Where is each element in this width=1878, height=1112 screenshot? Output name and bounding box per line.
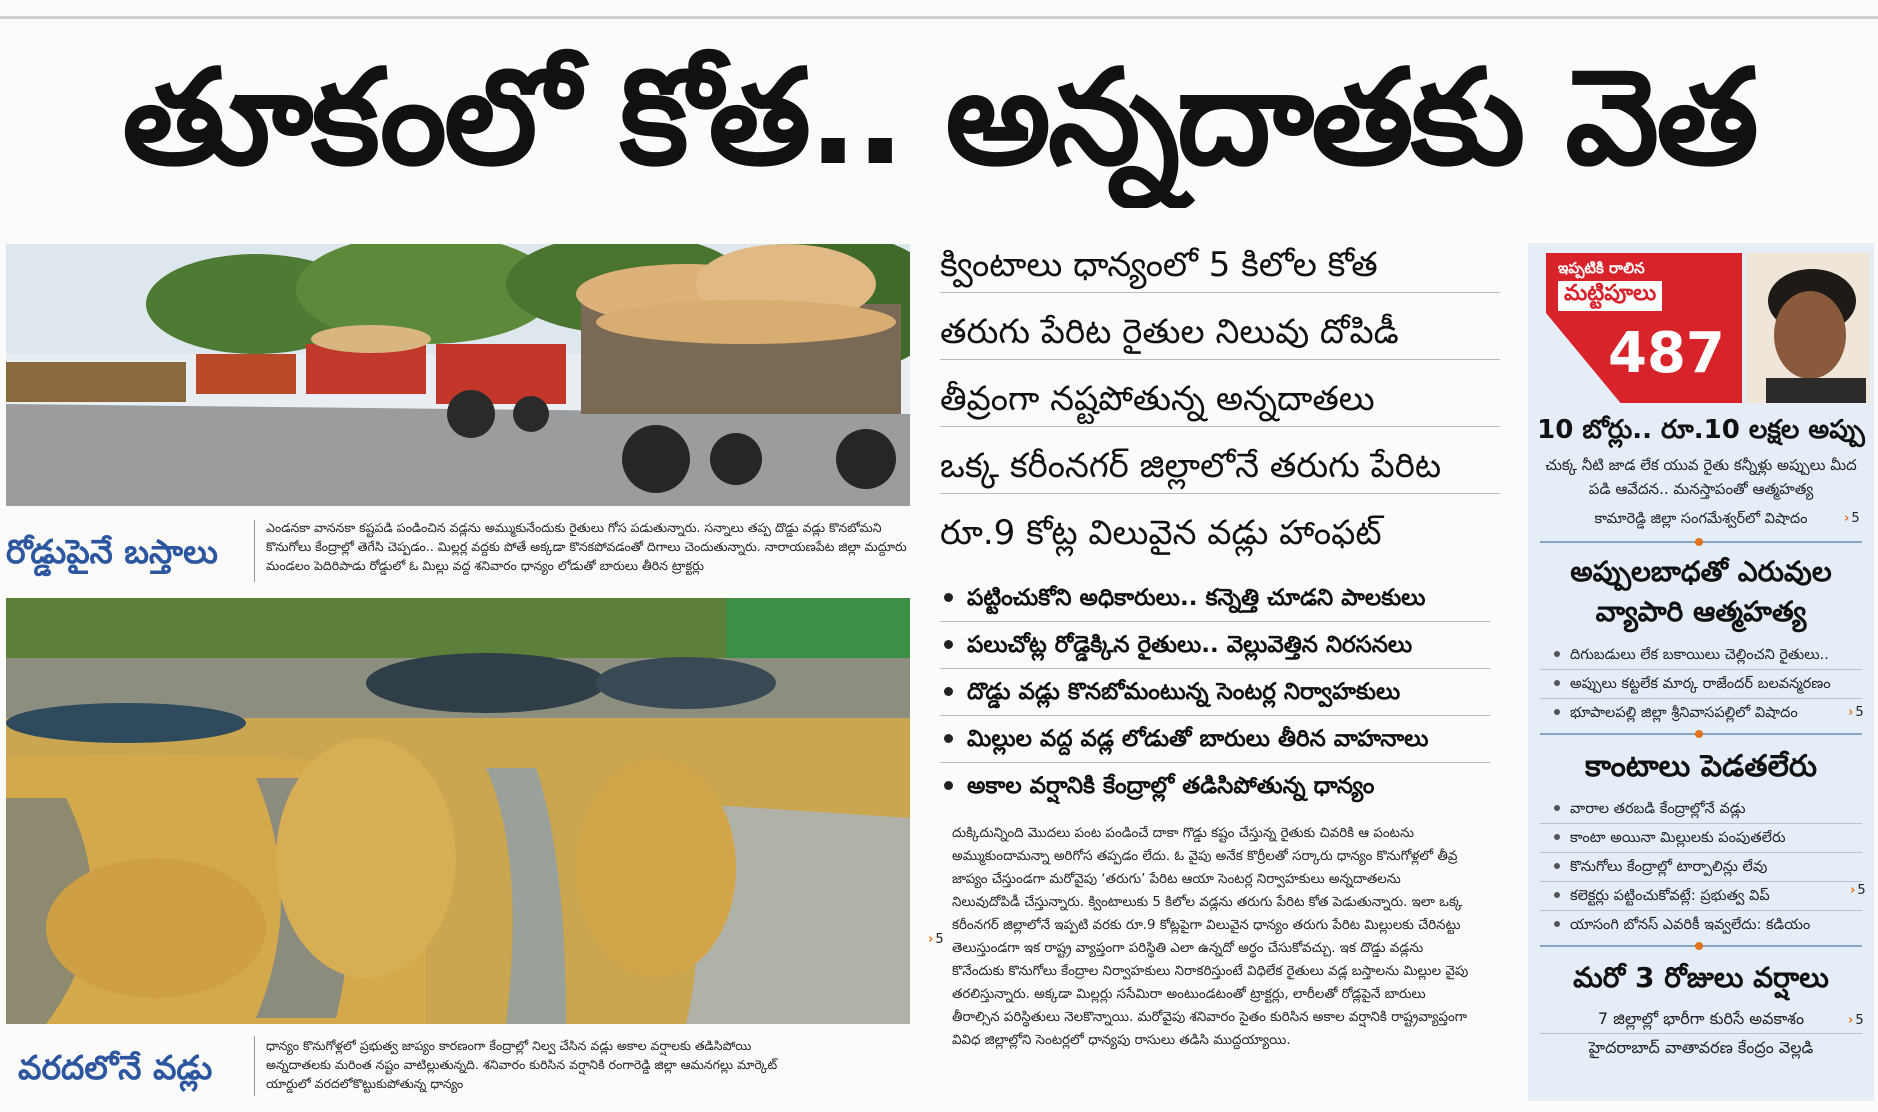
list-item: భూపాలపల్లి జిల్లా శ్రీనివాసపల్లిలో విషాదం — [1540, 699, 1862, 727]
story4-list — [1540, 1005, 1862, 1062]
list-item: కలెక్టర్లు పట్టించుకోవట్లే: ప్రభుత్వ విప్ — [1540, 882, 1862, 911]
story-jump[interactable]: › 5 — [928, 932, 944, 947]
bullet-item: అకాల వర్షానికి కేంద్రాల్లో తడిసిపోతున్న ధాన్యం — [940, 763, 1490, 809]
story4-headline: మరో 3 రోజులు వర్షాలు — [1573, 961, 1829, 994]
bullet-item: దొడ్డు వడ్లు కొనబోమంటున్న సెంటర్ల నిర్వాహకులు — [940, 669, 1490, 716]
list-item: వారాల తరబడి కేంద్రాల్లోనే వడ్లు — [1540, 795, 1862, 824]
list-item: కాంటా అయినా మిల్లులకు పంపుతలేరు — [1540, 824, 1862, 853]
story2-headline-1: అప్పులబాధతో ఎరువుల — [1570, 555, 1832, 588]
story1-jump[interactable]: › 5 — [1844, 511, 1860, 526]
bullet-item: మిల్లుల వద్ద వడ్ల లోడుతో బారులు తీరిన వాహనాలు — [940, 716, 1490, 763]
badge-line-1: ఇప్పటికి రాలిన — [1558, 259, 1645, 277]
sidebar-divider — [1540, 733, 1862, 735]
photo2-label: వరదలోనే వడ్లు — [18, 1048, 213, 1087]
bullet-list — [940, 575, 1490, 809]
deck-line-5: రూ.9 కోట్ల విలువైన వడ్లు హాంఫట్ — [940, 513, 1382, 553]
story2-jump[interactable]: › 5 — [1848, 705, 1864, 720]
story4-jump[interactable]: › 5 — [1848, 1013, 1864, 1028]
story1-place — [1540, 505, 1862, 533]
story3-list — [1540, 795, 1862, 939]
deck-line-2: తరుగు పేరిట రైతుల నిలువు దోపిడీ — [940, 305, 1500, 360]
farmer-portrait — [1746, 253, 1870, 403]
top-rule — [0, 16, 1878, 19]
sidebar-divider — [1540, 541, 1862, 543]
badge-line-2: మట్టిపూలు — [1558, 281, 1662, 311]
story1-sub: చుక్క నీటి జాడ లేక యువ రైతు కన్నీళ్లు అప్పులు మీద పడి ఆవేదన.. మనస్తాపంతో ఆత్మహత్య — [1545, 456, 1857, 498]
story1-headline: 10 బోర్లు.. రూ.10 లక్షల అప్పు — [1537, 415, 1865, 445]
bullet-item: పట్టించుకోని అధికారులు.. కన్నెత్తి చూడని పాలకులు — [940, 575, 1490, 622]
photo2-caption: ధాన్యం కొనుగోళ్లలో ప్రభుత్వ జాప్యం కారణంగా కేంద్రాల్లో నిల్వ చేసిన వడ్లు అకాల వర్షాలకు తడిసిపోయి అన్నదాతలకు మరింత నష్టం వాటిల్లుతున్నది. శనివారం కురిసిన వర్షానికి రంగారెడ్డి జిల్లా ఆమనగల్లు మార్కెట్ యార్డులో వరదలోకొట్టుకుపోతున్న ధాన్యం — [266, 1038, 778, 1091]
list-item: అప్పులు కట్టలేక మార్క రాజేందర్ బలవన్మరణం — [1540, 670, 1862, 699]
list-item: 7 జిల్లాల్లో భారీగా కురిసే అవకాశం — [1540, 1005, 1862, 1034]
sidebar — [1528, 243, 1874, 1101]
list-item: యాసంగి బోనస్ ఎవరికీ ఇవ్వలేదు: కడియం — [1540, 911, 1862, 939]
list-item: కామారెడ్డి జిల్లా సంగమేశ్వర్‌లో విషాదం — [1594, 511, 1808, 527]
story2-headline-2: వ్యాపారి ఆత్మహత్య — [1595, 595, 1807, 628]
caption-separator-2 — [254, 1036, 255, 1096]
story-body: దుక్కిదున్నింది మొదలు పంట పండించే దాకా గొడ్డు కష్టం చేస్తున్న రైతుకు చివరికి ఆ పంటను అమ్ముకుందామన్నా అరిగోస తప్పడం లేదు. ఓ వైపు అనేక కొర్రీలతో సర్కారు ధాన్యం కొనుగోళ్లలో తీవ్ర జాప్యం చేస్తుండగా మరోవైపు ‘తరుగు’ పేరిట ఆయా సెంటర్ల నిర్వాహకులు అన్నదాతలను నిలువుదోపిడీ చేస్తున్నారు. క్వింటాలుకు 5 కిలోల వడ్లను తరుగు పేరిట కోత పెడుతున్నారు. ఇలా ఒక్క కరీంనగర్ జిల్లాలోనే ఇప్పటి వరకు రూ.9 కోట్లపైగా విలువైన ధాన్యం తరుగు పేరిట మిల్లులకు చేరినట్టు తెలుస్తుండగా ఇక రాష్ట్ర వ్యాప్తంగా పరిస్థితి ఎలా ఉన్నదో అర్థం చేసుకోవచ్చు. ఇక దొడ్డు వడ్లను కొనేందుకు కొనుగోలు కేంద్రాల నిర్వాహకులు నిరాకరిస్తుంటే విధిలేక రైతులు వడ్ల బస్తాలను మిల్లుల వైపు తరలిస్తున్నారు. అక్కడా మిల్లర్లు ససేమిరా అంటుండటంతో ట్రాక్టర్లు, లారీలతో రోడ్లపైనే బారులు తీరాల్సిన పరిస్థితులు నెలకొన్నాయి. మరోవైపు శనివారం సైతం కురిసిన అకాల వర్షానికి రాష్ట్రవ్యాప్తంగా వివిధ జిల్లాల్లోని సెంటర్లలో ధాన్యపు రాసులు తడిసి ముద్దయ్యాయి. — [952, 826, 1469, 1048]
photo1-caption: ఎండనకా వాననకా కష్టపడి పండించిన వడ్లను అమ్ముకునేందుకు రైతులు గోస పడుతున్నారు. సన్నాలు తప్ప దొడ్డు వడ్లు కొనబోమని కొనుగోలు కేంద్రాల్లో తెగేసి చెప్పడం.. మిల్లర్ల వద్దకు పోతే అక్కడా కొనకపోవడంతో దిగాలు చెందుతున్నారు. నారాయణపేట జిల్లా మద్దూరు మండలం పెదిరిపాడు రోడ్డులో ఓ మిల్లు వద్ద శనివారం ధాన్యం లోడుతో బారులు తీరిన ట్రాక్టర్లు — [266, 520, 907, 573]
list-item: కొనుగోలు కేంద్రాల్లో టార్పాలిన్లు లేవు — [1540, 853, 1862, 882]
list-item: హైదరాబాద్ వాతావరణ కేంద్రం వెల్లడి — [1588, 1038, 1814, 1057]
list-item: దిగుబడులు లేక బకాయిలు చెల్లించని రైతులు.. — [1540, 641, 1862, 670]
story2-list — [1540, 641, 1862, 727]
story3-jump[interactable]: › 5 — [1850, 883, 1866, 898]
badge-number: 487 — [1608, 321, 1725, 386]
deck-line-3: తీవ్రంగా నష్టపోతున్న అన్నదాతలు — [940, 372, 1500, 427]
photo1-label: రోడ్డుపైనే బస్తాలు — [6, 532, 218, 571]
wet-paddy-photo — [6, 598, 910, 1024]
deck-line-4: ఒక్క కరీంనగర్ జిల్లాలోనే తరుగు పేరిట — [940, 439, 1500, 494]
sidebar-divider — [1540, 945, 1862, 947]
tractors-photo — [6, 244, 910, 506]
jump-arrow-icon: › — [928, 932, 934, 947]
story3-headline: కాంటాలు పెడతలేరు — [1584, 749, 1818, 784]
page-headline: తూకంలో కోత.. అన్నదాతకు వెత — [122, 41, 1756, 195]
bullet-item: పలుచోట్ల రోడ్డెక్కిన రైతులు.. వెల్లువెత్తిన నిరసనలు — [940, 622, 1490, 669]
deck-line-1: క్వింటాలు ధాన్యంలో 5 కిలోల కోత — [940, 238, 1500, 293]
caption-separator — [254, 520, 255, 582]
